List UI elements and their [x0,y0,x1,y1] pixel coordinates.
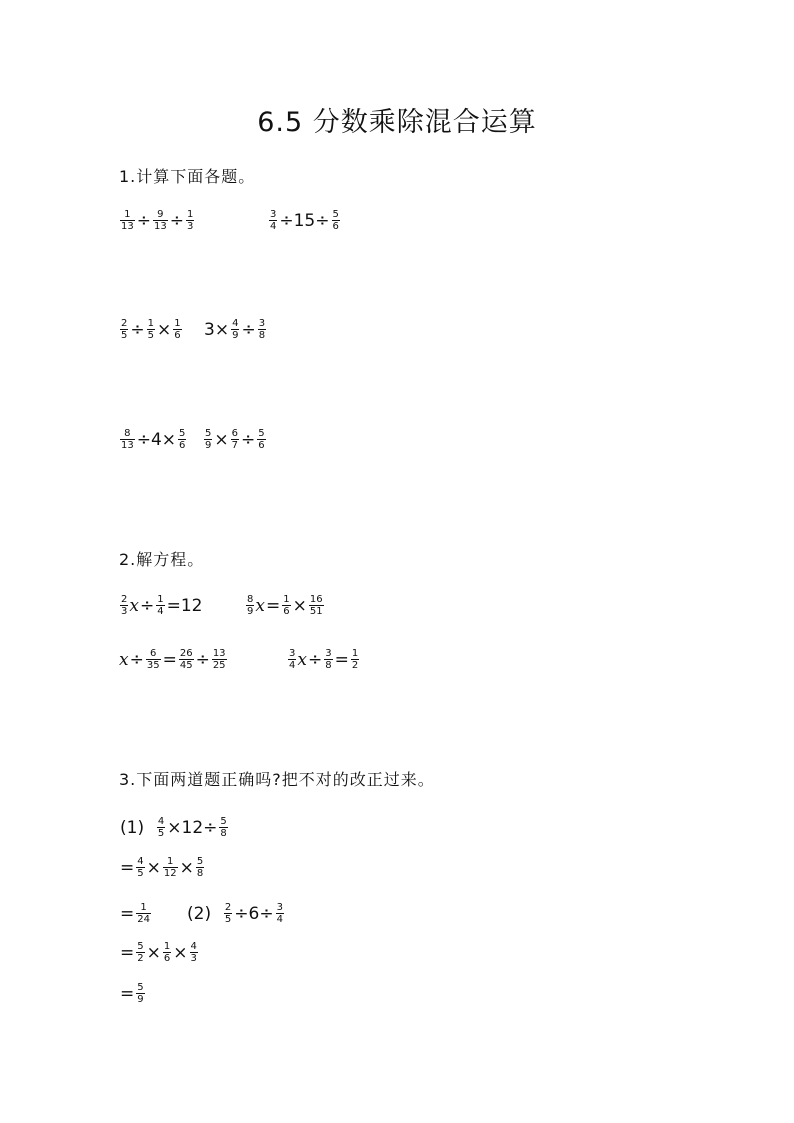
fraction [136,982,144,1005]
fraction-denominator: 8 [325,660,332,671]
check-2-line-3 [119,982,146,1005]
fraction [120,318,128,341]
fraction-denominator: 8 [220,828,227,839]
fraction-denominator: 6 [163,953,171,964]
fraction-denominator: 3 [190,953,197,964]
fraction-numerator: 2 [121,318,128,329]
fraction [147,318,155,341]
fraction-denominator: 4 [157,606,164,617]
page-title: 6.5 分数乘除混合运算 [257,107,537,138]
fraction-numerator: 8 [247,594,254,605]
expression-text: = [120,857,135,878]
fraction-denominator: 13 [121,221,134,232]
fraction [332,209,340,232]
fraction-numerator: 5 [258,428,265,439]
problem-1-1 [119,209,195,232]
fraction-numerator: 6 [231,428,238,439]
expression-text: × [292,595,307,616]
fraction-denominator: 6 [179,440,186,451]
fraction-numerator: 4 [232,318,239,329]
fraction-numerator: 9 [157,209,164,220]
fraction [231,428,239,451]
fraction-denominator: 5 [157,828,165,839]
expression-text: × [179,857,194,878]
fraction-numerator: 1 [124,209,131,220]
fraction-numerator: 16 [309,594,323,605]
equation-2-2 [245,594,325,617]
fraction [212,648,227,671]
fraction [231,318,239,341]
fraction-denominator: 6 [174,330,181,341]
fraction [351,648,359,671]
fraction [196,856,204,879]
fraction-numerator: 1 [167,856,174,867]
fraction-denominator: 8 [258,330,266,341]
fraction-numerator: 6 [150,648,157,659]
fraction-numerator: 2 [224,902,232,913]
expression-text: ÷ [136,210,151,231]
fraction [219,816,227,839]
fraction-denominator: 5 [147,330,154,341]
section-3-heading: 3.下面两道题正确吗?把不对的改正过来。 [119,770,435,789]
fraction-numerator: 4 [137,856,144,867]
fraction [186,209,194,232]
fraction-numerator: 5 [220,816,227,827]
expression-text: × [146,942,161,963]
fraction-denominator: 2 [351,660,359,671]
fraction-numerator: 5 [196,856,204,867]
fraction-denominator: 9 [247,606,254,617]
check-2-line-1 [186,902,285,925]
expression-text: ÷ [241,319,256,340]
fraction [179,648,194,671]
fraction [258,318,266,341]
fraction-numerator: 13 [212,648,226,659]
fraction-denominator: 45 [179,660,193,671]
fraction [190,941,198,964]
expression-text: ÷ [130,319,145,340]
fraction-denominator: 13 [121,440,134,451]
expression-text: =12 [166,595,203,616]
fraction-denominator: 25 [212,660,226,671]
expression-text: ×12÷ [167,817,218,838]
fraction-numerator: 1 [283,594,290,605]
fraction-numerator: 4 [190,941,197,952]
problem-1-6 [203,428,267,451]
fraction-numerator: 3 [289,648,296,659]
equation-2-1 [119,594,203,617]
fraction [163,856,178,879]
expression-text: ÷ [169,210,184,231]
expression-text: × [173,942,188,963]
expression-text: = [162,649,177,670]
check-2-line-2 [119,941,199,964]
fraction-numerator: 2 [121,594,128,605]
problem-1-4 [203,318,267,341]
fraction-denominator: 24 [137,914,150,925]
fraction-numerator: 3 [270,209,277,220]
fraction [156,594,164,617]
fraction-numerator: 3 [325,648,332,659]
fraction-numerator: 5 [205,428,212,439]
fraction [224,902,232,925]
fraction [276,902,284,925]
fraction-denominator: 9 [232,330,239,341]
fraction-numerator: 1 [163,941,171,952]
check-1-line-3 [119,902,152,925]
fraction-numerator: 1 [140,902,147,913]
fraction [146,648,161,671]
fraction-numerator: 4 [157,816,165,827]
fraction [282,594,290,617]
expression-text: × [157,319,172,340]
variable: x [129,595,139,616]
fraction-denominator: 51 [309,606,323,617]
expression-text: ÷ [241,429,256,450]
fraction [309,594,324,617]
fraction-denominator: 8 [196,868,204,879]
fraction [288,648,296,671]
fraction [120,428,135,451]
problem-1-3 [119,318,183,341]
fraction [136,902,151,925]
fraction-numerator: 1 [157,594,164,605]
fraction-denominator: 4 [276,914,283,925]
fraction-denominator: 12 [163,868,177,879]
fraction-numerator: 3 [258,318,266,329]
fraction [324,648,332,671]
fraction-numerator: 3 [276,902,283,913]
fraction [136,941,144,964]
expression-text: = [120,942,135,963]
check-1-line-1 [119,816,229,839]
fraction [136,856,144,879]
expression-text: = [265,595,281,616]
fraction-denominator: 2 [137,953,144,964]
expression-text: = [120,903,135,924]
expression-text: × [214,429,229,450]
fraction-numerator: 5 [137,982,144,993]
equation-2-4 [287,648,360,671]
expression-text: ÷6÷ [234,903,274,924]
fraction [153,209,168,232]
fraction [269,209,277,232]
problem-1-2 [268,209,341,232]
expression-text: 3× [204,319,230,340]
fraction-numerator: 1 [351,648,359,659]
fraction [246,594,254,617]
variable: x [119,649,129,670]
fraction [204,428,212,451]
fraction [178,428,186,451]
fraction-denominator: 4 [289,660,296,671]
fraction-numerator: 5 [332,209,339,220]
fraction [157,816,165,839]
equation-2-3 [119,648,228,671]
expression-text: = [120,983,135,1004]
fraction-denominator: 3 [186,221,194,232]
expression-text: × [146,857,161,878]
expression-text: (2) [187,903,222,924]
section-1-heading: 1.计算下面各题。 [119,167,256,186]
fraction-numerator: 1 [186,209,194,220]
expression-text: ÷ [307,649,323,670]
fraction-denominator: 5 [137,868,144,879]
fraction-numerator: 5 [179,428,186,439]
fraction-numerator: 5 [137,941,144,952]
expression-text: ÷4× [136,429,177,450]
expression-text: = [334,649,349,670]
fraction-denominator: 7 [231,440,238,451]
fraction-denominator: 6 [258,440,265,451]
fraction-denominator: 5 [224,914,232,925]
variable: x [255,595,265,616]
fraction-numerator: 1 [174,318,181,329]
fraction-numerator: 26 [179,648,193,659]
fraction-denominator: 4 [270,221,277,232]
fraction-denominator: 13 [153,221,167,232]
expression-text: (1) [120,817,155,838]
fraction-numerator: 1 [147,318,154,329]
problem-1-5 [119,428,187,451]
fraction [163,941,171,964]
fraction-denominator: 9 [205,440,212,451]
fraction-denominator: 3 [121,606,128,617]
expression-text: ÷ [195,649,210,670]
fraction [257,428,265,451]
expression-text: ÷15÷ [279,210,330,231]
fraction [173,318,181,341]
expression-text: ÷ [129,649,144,670]
check-1-line-2 [119,856,205,879]
fraction-denominator: 5 [121,330,128,341]
fraction-denominator: 35 [146,660,160,671]
fraction-denominator: 6 [332,221,339,232]
fraction [120,209,135,232]
fraction-denominator: 9 [137,994,144,1005]
section-2-heading: 2.解方程。 [119,550,205,569]
expression-text: ÷ [139,595,155,616]
fraction-numerator: 8 [124,428,131,439]
variable: x [297,649,307,670]
fraction-denominator: 6 [283,606,290,617]
fraction [120,594,128,617]
